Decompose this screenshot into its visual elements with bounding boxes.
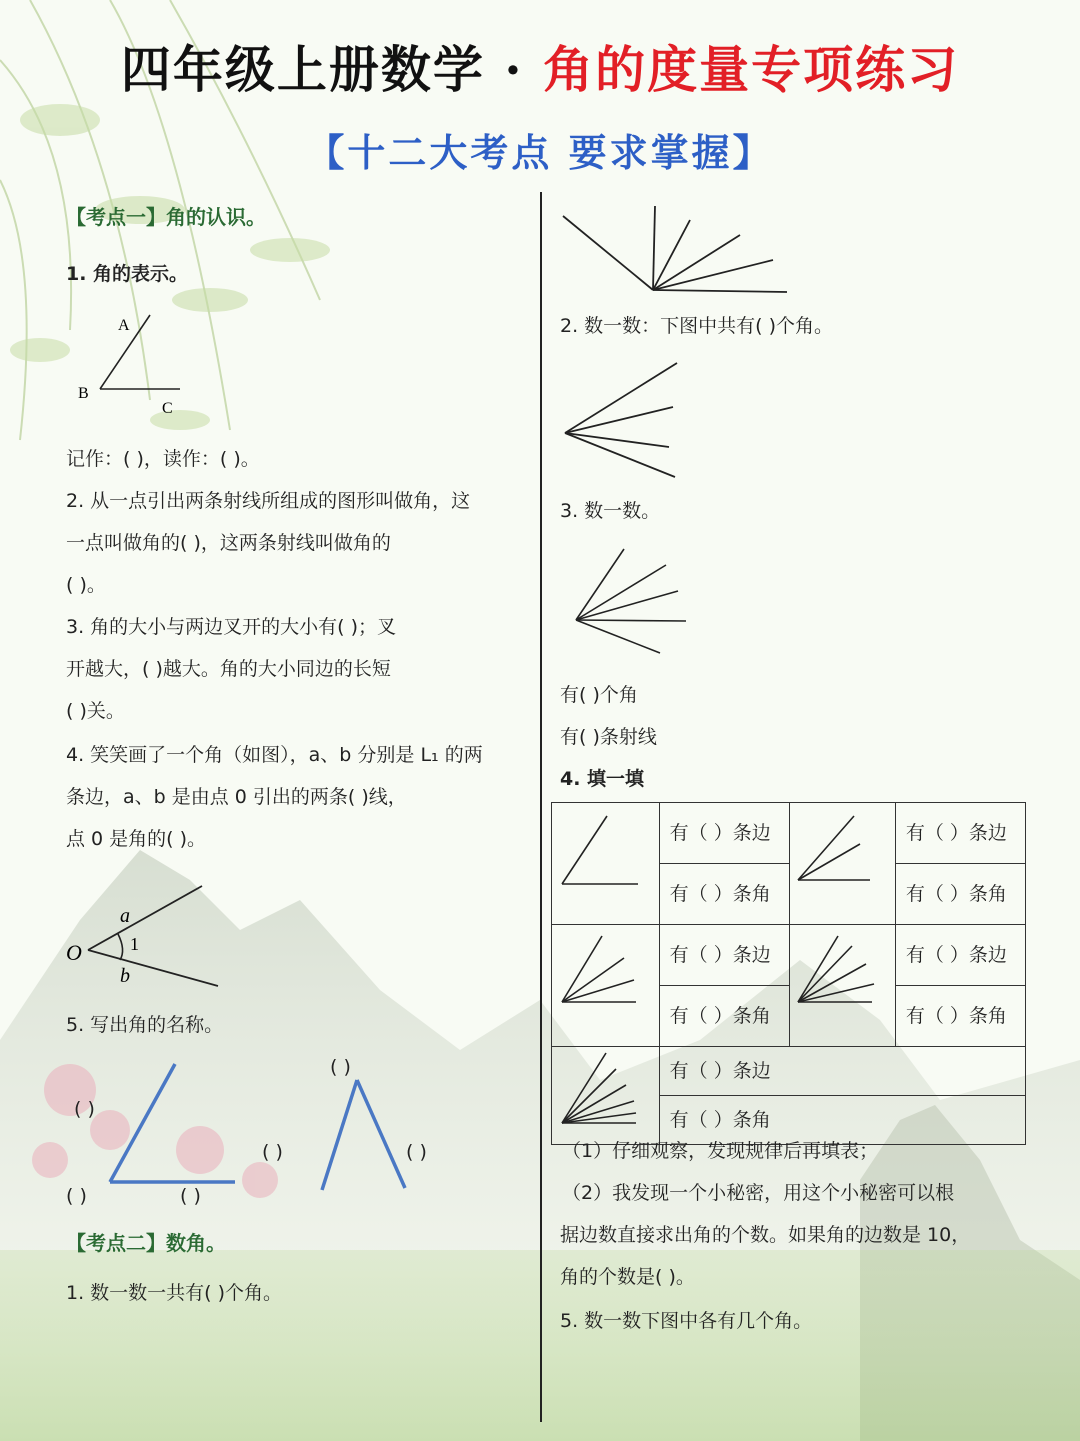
q5-blank-6: ( ) (406, 1141, 427, 1163)
table-cell-angles[interactable]: 有（ ）条角 (895, 864, 1025, 925)
r-q2: 2. 数一数：下图中共有( )个角。 (560, 315, 834, 337)
q5-blank-3: ( ) (180, 1185, 201, 1207)
table-figure-cell (552, 925, 660, 1047)
angle-abc-figure (70, 305, 200, 420)
page-title (0, 30, 1080, 102)
note-2-line-1: （2）我发现一个小秘密，用这个小秘密可以根 (562, 1182, 955, 1204)
table-row (552, 1047, 1026, 1096)
q1-answer-line: 记作：( )，读作：( )。 (66, 448, 260, 470)
two-ray-angle-icon (552, 806, 657, 916)
fill-table (551, 802, 1026, 1145)
five-ray-angle-icon (790, 928, 885, 1038)
three-ray-angle-icon (790, 806, 885, 916)
table-row (552, 925, 1026, 986)
angle-label-c: C (162, 400, 173, 417)
q5-label: 5. 写出角的名称。 (66, 1014, 224, 1036)
q2-line-1: 2. 从一点引出两条射线所组成的图形叫做角，这 (66, 490, 471, 512)
note-1: （1）仔细观察，发现规律后再填表； (562, 1140, 879, 1162)
table-figure-cell (789, 803, 895, 925)
ray-label-a: a (120, 905, 130, 927)
r-has-rays: 有( )条射线 (560, 726, 657, 748)
title-grade: 四年级上册数学 · (120, 40, 544, 99)
table-row (552, 803, 1026, 864)
table-cell-edges[interactable]: 有（ ）条边 (895, 925, 1025, 986)
table-cell-edges[interactable]: 有（ ）条边 (659, 803, 789, 864)
ray-label-b: b (120, 965, 130, 987)
fan-angles-figure-3 (570, 545, 700, 660)
q4-line-2: 条边，a、b 是由点 0 引出的两条( )线， (66, 786, 407, 808)
title-topic: 角的度量专项练习 (543, 40, 960, 99)
table-cell-angles[interactable]: 有（ ）条角 (659, 864, 789, 925)
six-ray-angle-icon (552, 1047, 657, 1139)
kp1-heading: 【考点一】角的认识。 (66, 205, 266, 229)
table-cell-angles-wide[interactable]: 有（ ）条角 (659, 1096, 1025, 1145)
table-cell-edges[interactable]: 有（ ）条边 (659, 925, 789, 986)
r-q3: 3. 数一数。 (560, 500, 661, 522)
note-2-line-3: 角的个数是( )。 (560, 1266, 695, 1288)
angle-name-figures (60, 1050, 480, 1210)
fan-angles-figure-2 (555, 355, 695, 485)
q3-line-3: ( )关。 (66, 700, 125, 722)
angle-ab-figure (60, 880, 230, 990)
angle-label-a: A (118, 317, 130, 334)
kp2-q1: 1. 数一数一共有( )个角。 (66, 1282, 283, 1304)
q5-blank-5: ( ) (262, 1141, 283, 1163)
angle-label-b: B (78, 385, 89, 402)
q5-blank-1: ( ) (74, 1098, 95, 1120)
q2-line-2: 一点叫做角的( )，这两条射线叫做角的 (66, 532, 391, 554)
q2-line-3: ( )。 (66, 574, 106, 596)
kp2-heading: 【考点二】数角。 (66, 1231, 226, 1255)
four-ray-angle-icon (552, 928, 657, 1038)
vertex-label-o: O (66, 940, 82, 965)
column-divider (540, 192, 542, 1422)
table-cell-edges[interactable]: 有（ ）条边 (895, 803, 1025, 864)
angle-number-1: 1 (130, 934, 139, 954)
fan-angles-figure-1 (555, 200, 795, 300)
q1-label: 1. 角的表示。 (66, 263, 189, 285)
r-q5: 5. 数一数下图中各有几个角。 (560, 1310, 813, 1332)
q3-line-2: 开越大，( )越大。角的大小同边的长短 (66, 658, 391, 680)
table-cell-angles[interactable]: 有（ ）条角 (895, 986, 1025, 1047)
note-2-line-2: 据边数直接求出角的个数。如果角的边数是 10， (560, 1224, 971, 1246)
r-q4: 4. 填一填 (560, 768, 645, 790)
r-has-angles: 有( )个角 (560, 684, 638, 706)
page-subtitle: 【十二大考点 要求掌握】 (306, 130, 774, 175)
table-cell-angles[interactable]: 有（ ）条角 (659, 986, 789, 1047)
table-figure-cell (552, 803, 660, 925)
q5-blank-2: ( ) (66, 1185, 87, 1207)
q4-line-1: 4. 笑笑画了一个角（如图），a、b 分别是 L₁ 的两 (66, 744, 483, 766)
table-figure-cell (789, 925, 895, 1047)
table-cell-edges-wide[interactable]: 有（ ）条边 (659, 1047, 1025, 1096)
q3-line-1: 3. 角的大小与两边叉开的大小有( )；叉 (66, 616, 397, 638)
q4-line-3: 点 0 是角的( )。 (66, 828, 207, 850)
q5-blank-4: ( ) (330, 1056, 351, 1078)
